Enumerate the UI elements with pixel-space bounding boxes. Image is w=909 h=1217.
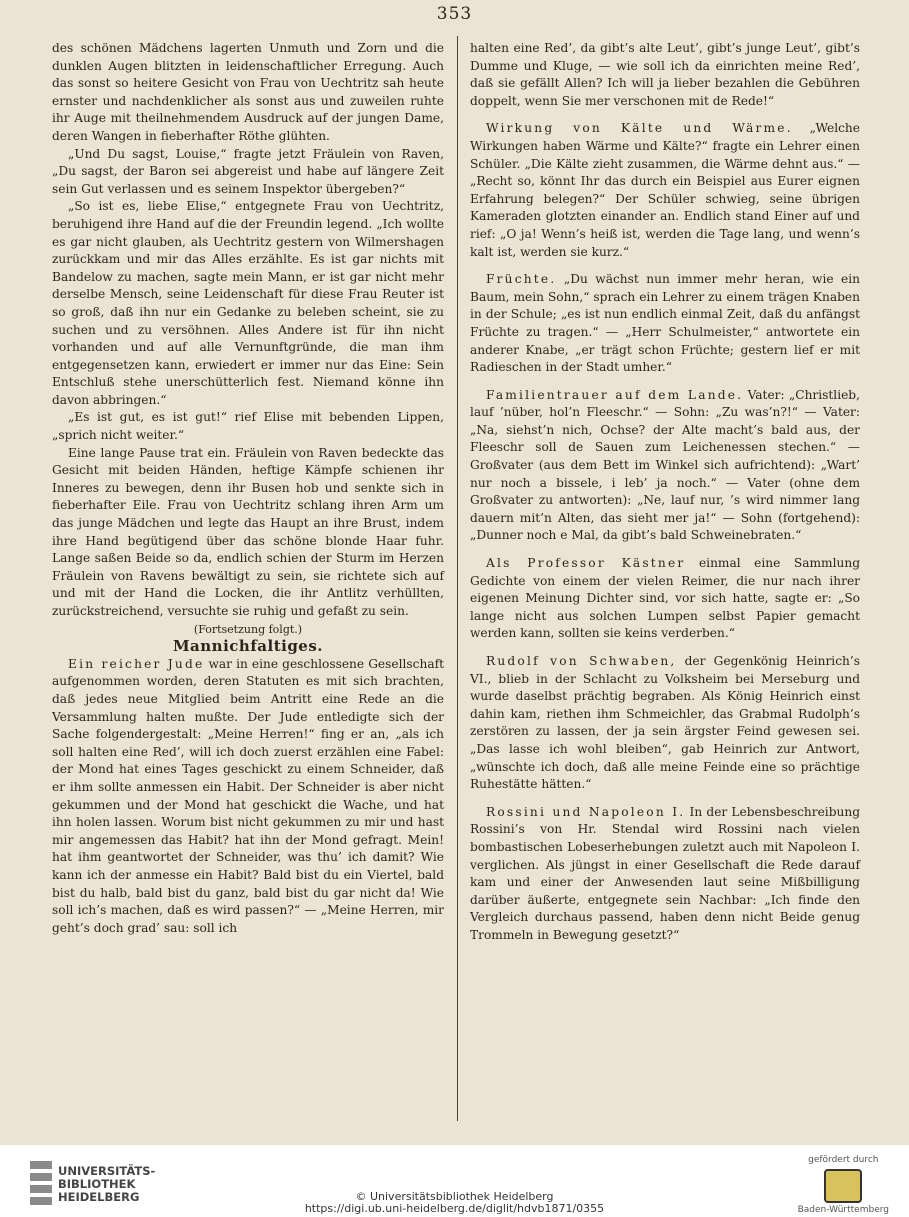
page-number: 353	[436, 4, 473, 24]
misc-item-text: Vater: „Christlieb, lauf ’nüber, hol’n Fleeschr.“ — Sohn: „Zu was’n?!“ — Vater: „Na, siehst’n nich, Ochse? der Alte macht’s bald aus, der Fleeschr soll de Sauen zum Leichenessen stechen.“ — Großvater (aus dem Bett im Winkel sich aufrichtend): „Wart’ nur noch a bissele, i leb’ ja noch.“ — Vater (ohne dem Großvater zu antworten): „Ne, lauf nur, ’s wird nimmer lang dauern mit’n Alten, das sieht mer ja!“ — Sohn (fortgehend): „Dunner noch e Mal, da gibt’s bald Schweinebraten.“	[470, 387, 860, 543]
misc-item-text: war in eine geschlossene Gesellschaft aufgenommen worden, deren Statuten es mit sich brachten, daß jedes neue Mitglied beim Antritt eine Rede an die Versammlung halten mußte. Der Jude entledigte sich der Sache folgendergestalt: „Meine Herren!“ fing er an, „als ich soll halten eine Red’, will ich doch zuerst erzählen eine Fabel: der Mond hat eines Tages geschickt zu einem Schneider, daß er ihm sollte anmessen ein Habit. Der Schneider is aber nicht gekummen und der Mond hat geschickt die Wache, und hat ihn holen lassen. Worum bist nicht gekummen zu mir und hast mir angemessen das Habit? hat ihn der Mond gefragt. Mein! hat ihm geantwortet der Schneider, was thu’ ich damit? Wie kann ich der anmesse ein Habit? Bald bist du ein Viertel, bald bist du halb, bald bist du ganz, bald bist du gar nicht da! Wie soll ich’s machen, daß es wird passen?“ — „Meine Herren, mir geht’s doch grad’ sau: soll ich	[52, 656, 445, 935]
funder-name: Baden-Württemberg	[797, 1205, 889, 1215]
funder-logo[interactable]	[798, 1155, 889, 1215]
library-name: UNIVERSITÄTS- BIBLIOTHEK HEIDELBERG	[58, 1163, 156, 1204]
state-crest-icon	[824, 1169, 862, 1203]
misc-item	[470, 555, 860, 643]
column-divider	[457, 36, 458, 1121]
paragraph: „So ist es, liebe Elise,“ entgegnete Frau von Uechtritz, beruhigend ihre Hand auf die der Freundin legend. „Ich wollte es gar nicht glauben, als Uechtritz gestern von Wilmershagen zurückkam und mir das Alles erzählte. Es ist gar nichts mit Bandelow zu machen, sagte mein Mann, er ist gar nicht mehr derselbe Mensch, seine Leidenschaft für diese Frau Reuter ist so groß, daß ihn nur ein Gedanke zu beleben scheint, sie zu suchen und zu versöhnen. Alles Andere ist für ihn nicht vorhanden und auf alle Vernunftgründe, die man ihm entgegensetzen kann, erwiedert er immer nur das Eine: Sein Entschluß stehe unerschütterlich fest. Niemand könne ihn davon abbringen.“	[52, 199, 444, 407]
misc-item	[470, 387, 860, 545]
funded-by-label: gefördert durch	[808, 1155, 879, 1165]
misc-item-lead: Rudolf von Schwaben,	[486, 654, 677, 668]
copyright-text: © Universitätsbibliothek Heidelberg	[355, 1190, 554, 1203]
misc-item-lead: Als Professor Kästner	[486, 556, 686, 571]
misc-item	[470, 653, 860, 794]
misc-item-lead: Ein reicher Jude	[68, 656, 205, 671]
misc-item-text: einmal eine Sammlung Gedichte von einem der vielen Reimer, die nur nach ihrer eigenen Meinung Dichter sind, vor sich hatte, sagte er: „So lange nicht aus solchen Lumpen selbst Papier gemacht werden kann, sollten sie keins verderben.“	[470, 556, 861, 641]
paragraph: des schönen Mädchens lagerten Unmuth und Zorn und die dunklen Augen blitzten in leidenschaftlicher Erregung. Auch das sonst so heitere Gesicht von Frau von Uechtritz sah heute ernster und nachdenklicher als sonst aus und zuweilen ruhte ihr Auge mit theilnehmendem Ausdruck auf der jungen Dame, deren Wangen in fieberhafter Röthe glühten.	[52, 41, 444, 143]
paragraph: Eine lange Pause trat ein. Fräulein von Raven bedeckte das Gesicht mit beiden Händen, heftige Kämpfe schienen ihr Inneres zu bewegen, denn ihr Busen hob und senkte sich in fieberhafter Eile. Frau von Uechtritz schlang ihren Arm um das junge Mädchen und legte das Haupt an ihre Brust, indem ihre Hand begütigend über das schöne blonde Haar fuhr. Lange saßen Beide so da, endlich schien der Sturm im Herzen Fräulein von Ravens bewältigt zu sein, sie richtete sich auf und mit der Hand die Locken, die ihr Antlitz verhüllten, zurückstreichend, versuchte sie ruhig und gefaßt zu sein.	[52, 445, 444, 618]
citation	[0, 1191, 909, 1215]
continuation-note: (Fortsetzung folgt.)	[193, 622, 303, 636]
misc-item-lead: Früchte.	[486, 272, 557, 287]
permalink[interactable]: https://digi.ub.uni-heidelberg.de/diglit/hdvb1871/0355	[304, 1202, 605, 1215]
paragraph: halten eine Red’, da gibt’s alte Leut’, gibt’s junge Leut’, gibt’s Dumme und Kluge, — wie soll ich da einrichten meine Red’, daß sie gefällt Allen? Ich will ja lieber bezahlen die Gebühren doppelt, wenn Sie mer verschonen mit de Rede!“	[470, 41, 860, 108]
misc-item-lead: Rossini und Napoleon I.	[486, 804, 686, 819]
section-title: Mannichfaltiges.	[172, 637, 324, 656]
misc-item-text: „Welche Wirkungen haben Wärme und Kälte?“ fragte ein Lehrer einen Schüler. „Die Kälte zieht zusammen, die Wärme dehnt aus.“ — „Recht so, könnt Ihr das durch ein Beispiel aus Eurer eignen Erfahrung belegen?“ Der Schüler schwieg, seine übrigen Kameraden glotzten einander an. Endlich stand Einer auf und rief: „O ja! Wenn’s heiß ist, werden die Tage lang, und wenn’s kalt ist, werden sie kurz.“	[470, 121, 860, 259]
misc-item	[470, 271, 860, 377]
misc-item-lead: Familientrauer auf dem Lande.	[486, 387, 744, 402]
misc-item-text: In der Lebensbeschreibung Rossini’s von Hr. Stendal wird Rossini nach vielen bombastischen Lobeserhebungen zuletzt auch mit Napoleon I. verglichen. Als jüngst in einer Gesellschaft die Rede darauf kam und einer der Anwesenden laut seine Mißbilligung darüber äußerte, entgegnete sein Nachbar: „Ich finde den Vergleich durchaus passend, haben denn nicht Beide genug Trommeln in Bewegung gesetzt?“	[470, 804, 861, 942]
misc-item	[470, 804, 860, 945]
paragraph: „Und Du sagst, Louise,“ fragte jetzt Fräulein von Raven, „Du sagst, der Baron sei abgereist und habe auf längere Zeit sein Gut verlassen und es seinem Inspektor übergeben?“	[52, 146, 444, 196]
misc-item	[470, 120, 860, 261]
viewer-footer	[0, 1145, 909, 1217]
paragraph: „Es ist gut, es ist gut!“ rief Elise mit bebenden Lippen, „sprich nicht weiter.“	[52, 410, 444, 443]
right-column	[470, 40, 860, 945]
misc-item-lead: Wirkung von Kälte und Wärme.	[486, 121, 793, 136]
left-column	[52, 40, 444, 937]
misc-item-text: „Du wächst nun immer mehr heran, wie ein Baum, mein Sohn,“ sprach ein Lehrer zu einem trägen Knaben in der Schule; „es ist nun endlich einmal Zeit, daß du anfängst Früchte zu tragen.“ — „Herr Schulmeister,“ antwortete ein anderer Knabe, „er trägt schon Früchte; gestern lief er mit Radieschen in der Stadt umher.“	[470, 272, 861, 375]
misc-item-text: der Gegenkönig Heinrich’s VI., blieb in der Schlacht zu Volksheim bei Merseburg und wurde daselbst prächtig begraben. Als König Heinrich einst dahin kam, riethen ihm Schmeichler, das Grabmal Rudolph’s zerstören zu lassen, der ja sein ärgster Feind gewesen sei. „Das lasse ich wohl bleiben“, gab Heinrich zur Antwort, „wünschte ich doch, daß alle meine Feinde eine so prächtige Ruhestätte hätten.“	[470, 654, 860, 792]
misc-item	[52, 656, 444, 938]
